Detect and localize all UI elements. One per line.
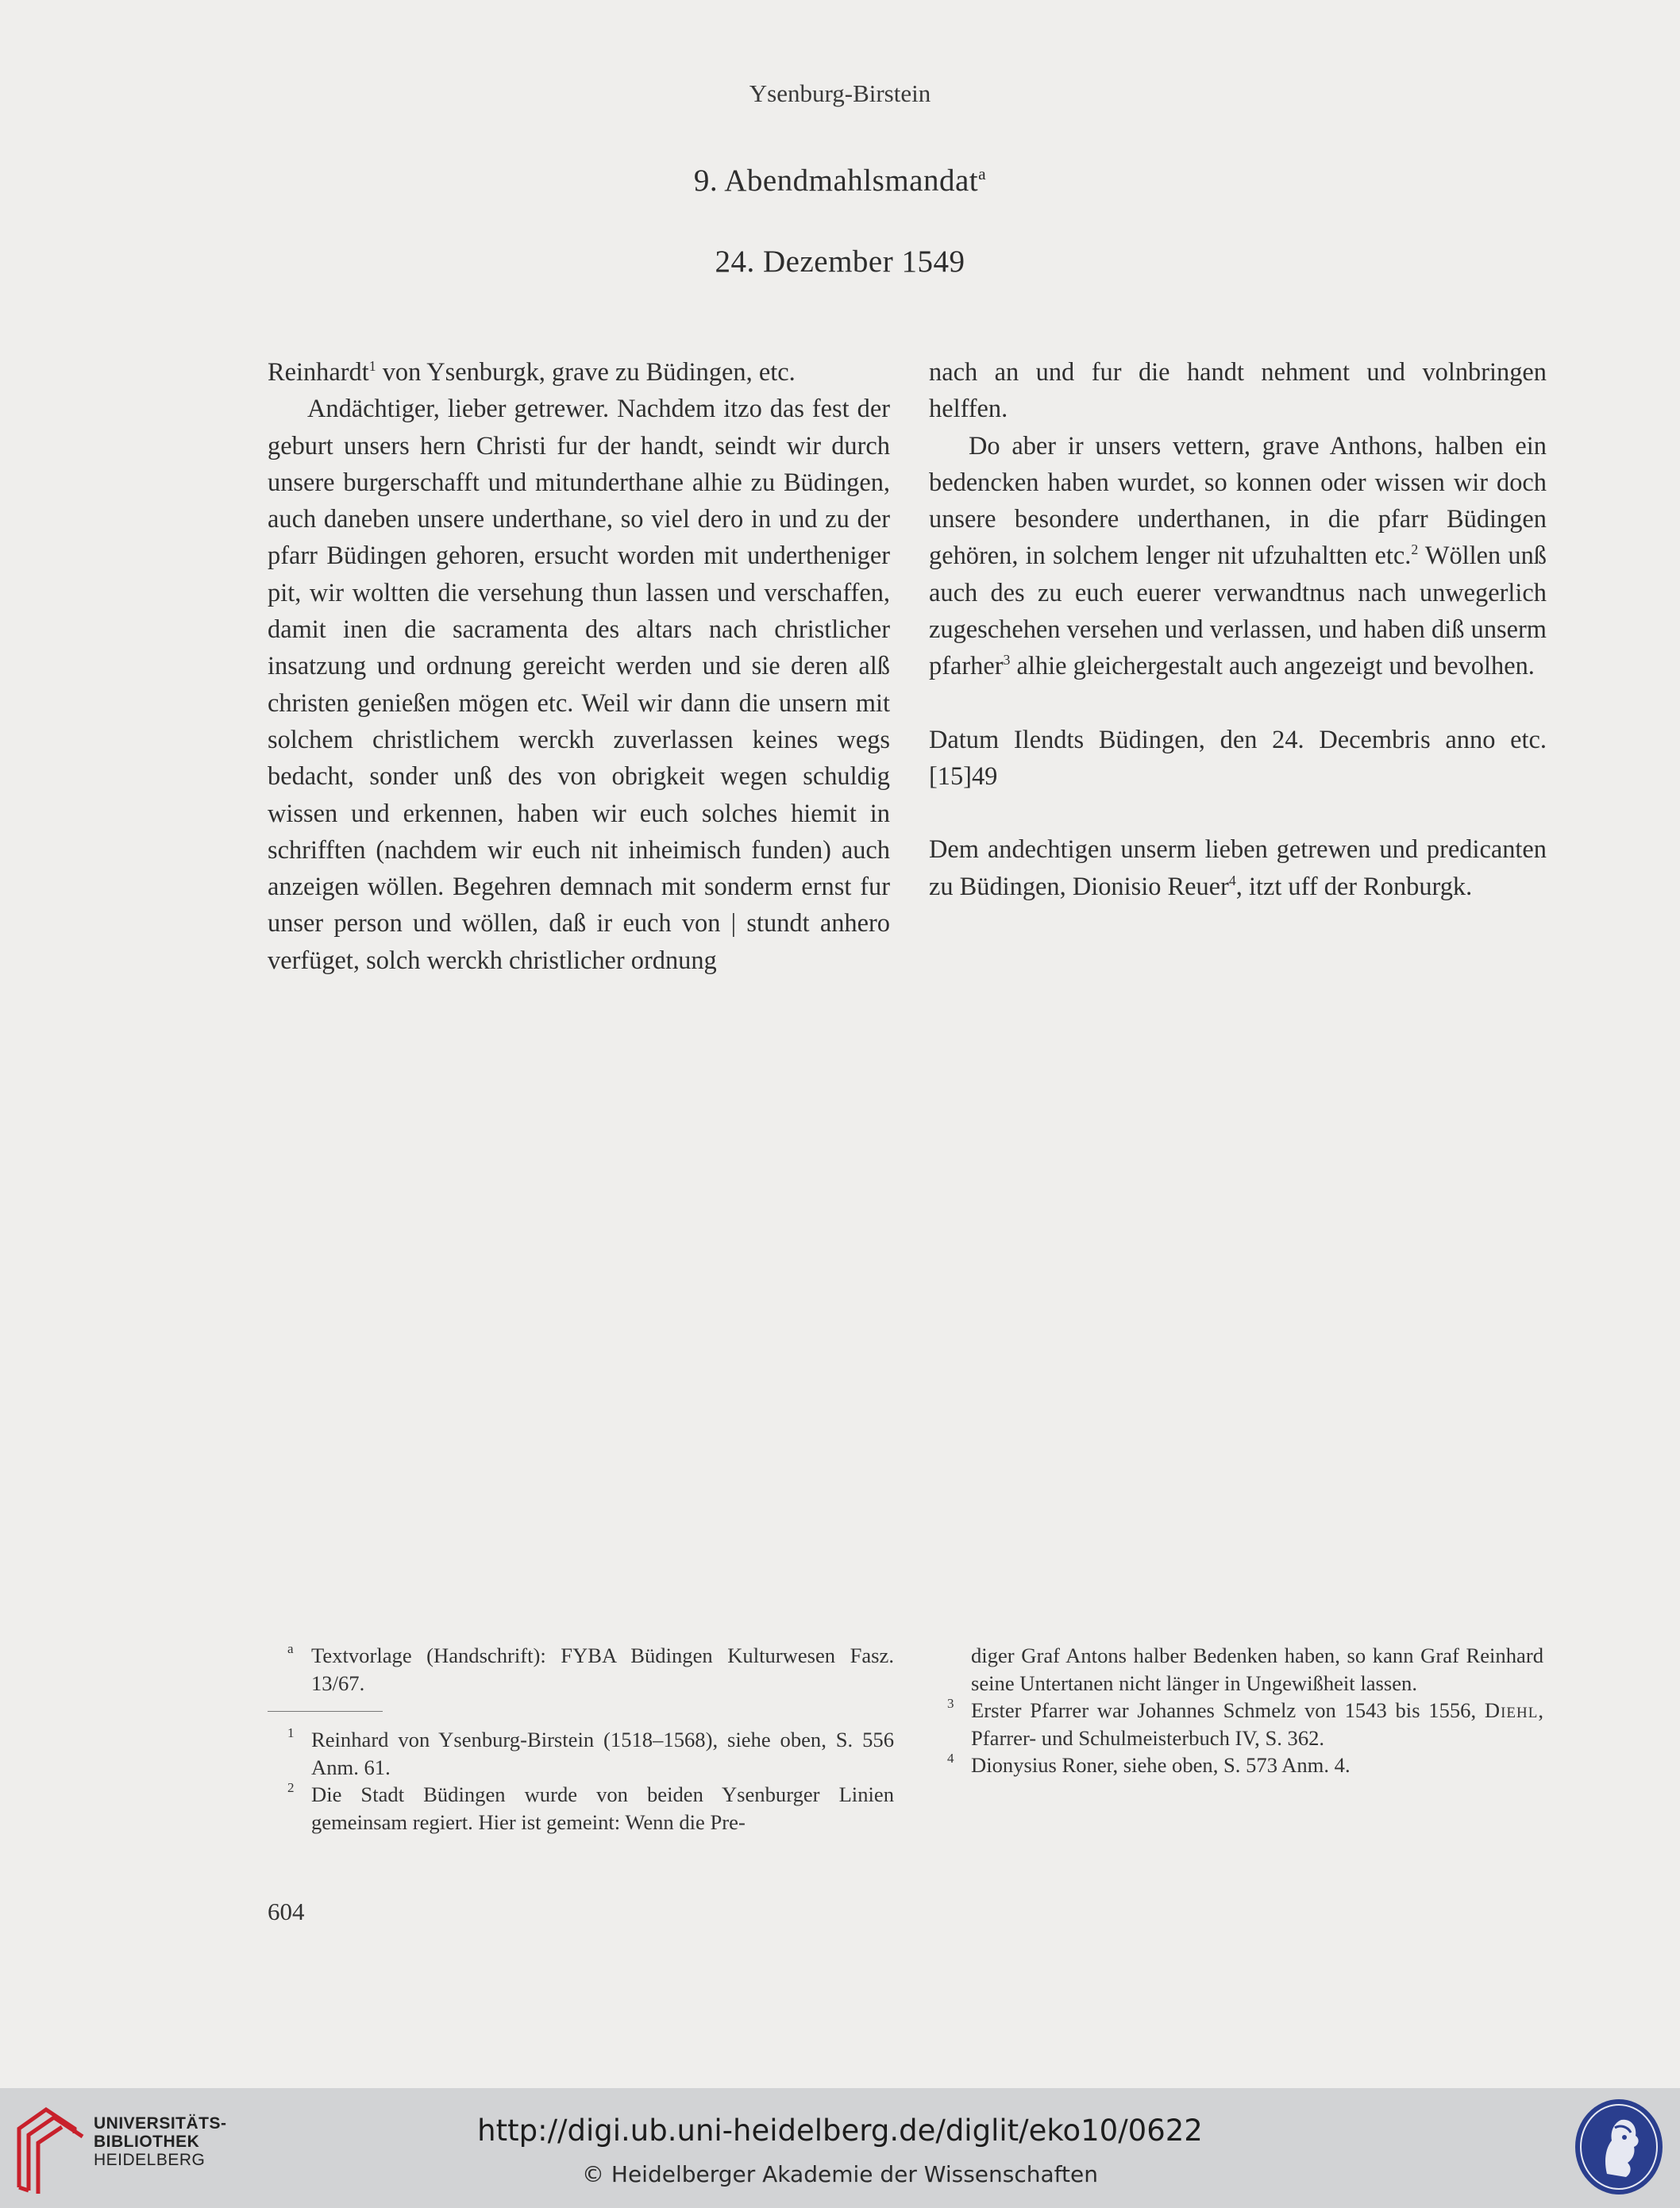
footnote-2-part-1: 2 Die Stadt Büdingen wurde von beiden Ysenburger Linien gemeinsam regiert. Hier ist gemeint: Wenn die Pre- xyxy=(287,1780,894,1834)
library-name: UNIVERSITÄTS- BIBLIOTHEK HEIDELBERG xyxy=(94,2114,227,2169)
author-name-smallcaps: Diehl xyxy=(1484,1698,1539,1723)
footer-copyright: © Heidelberger Akademie der Wissenschaften xyxy=(581,2161,1098,2187)
footnotes-left xyxy=(287,1642,894,1836)
footnote-4: 4 Dionysius Roner, siehe oben, S. 573 Anm. 4. xyxy=(947,1751,1351,1778)
left-paragraph-2: Andächtiger, lieber getrewer. Nachdem itzo das fest der geburt unsers hern Christi fur der handt, seindt wir durch unsere burgerschafft und mitunderthane alhie zu Büdingen, auch daneben unsere underthane, so viel dero in und zu der pfarr Büdingen gehoren, ersucht worden mit undertheniger pit, wir woltten die versehung thun lassen und verschaffen, damit inen die sacramenta des altars nach christlicher insatzung und ordnung gereicht werden und sie deren alß christen genießen mögen etc. Weil wir dann die unsern mit solchem christlichem werckh zuverlassen keines wegs bedacht, sonder unß des von obrigkeit wegen schuldig wissen und erkennen, haben wir euch solches hiemit in schrifften (nachdem wir euch nit inheimisch funden) auch anzeigen wöllen. Begehren demnach mit sonderm ernst fur unser person und wöllen, daß ir euch von | stundt anhero verfüget, solch werckh christlicher ordnung xyxy=(268,395,890,975)
title-text: 9. Abendmahlsmandat xyxy=(693,164,979,198)
footer-bar xyxy=(0,2088,1680,2208)
right-paragraph-address: Dem andechtigen unserm lieben getrewen und predicanten zu Büdingen, Dionisio Reuer$^4$, itzt uff der Ronburgk. xyxy=(929,835,1547,901)
running-head: Ysenburg-Birstein xyxy=(749,79,931,107)
footnotes-right xyxy=(947,1642,1543,1779)
right-paragraph-dating: Datum Ilendts Büdingen, den 24. Decembris anno etc. [15]49 xyxy=(929,725,1547,791)
left-column xyxy=(268,354,890,979)
footnote-a: a Textvorlage (Handschrift): FYBA Büdingen Kulturwesen Fasz. 13/67. xyxy=(287,1641,894,1695)
footnote-marker-3: 3 xyxy=(1003,652,1011,669)
page-number: 604 xyxy=(268,1898,305,1925)
right-column xyxy=(929,354,1547,905)
document-date: 24. Dezember 1549 xyxy=(715,245,965,279)
document-title xyxy=(0,163,1680,198)
footnote-marker-2: 2 xyxy=(1411,541,1419,558)
footnote-2-part-2: diger Graf Antons halber Bedenken haben, so kann Graf Reinhard seine Untertanen nicht länger in Ungewißheit lassen. xyxy=(971,1643,1543,1695)
footer-url-link[interactable]: http://digi.ub.uni-heidelberg.de/diglit/eko10/0622 xyxy=(477,2114,1203,2148)
academy-seal-icon[interactable] xyxy=(1572,2096,1666,2198)
footnote-marker-4: 4 xyxy=(1228,872,1236,888)
footnote-1: 1 Reinhard von Ysenburg-Birstein (1518–1568), siehe oben, S. 556 Anm. 61. xyxy=(287,1725,894,1779)
footnote-marker-1: 1 xyxy=(368,358,376,375)
right-paragraph-2: Do aber ir unsers vettern, grave Anthons, halben ein bedencken haben wurdet, so konnen oder wissen wir doch unsere besondere underthanen, in die pfarr Büdingen gehören, in solchem lenger nit ufzuhaltten etc.$^2$ Wöllen unß auch des zu euch euerer verwandtnus nach unwegerlich zugeschehen versehen und verlassen, und haben diß unserm pfarher$^3$ alhie gleichergestalt auch angezeigt und bevolhen. xyxy=(929,431,1547,681)
footnote-separator xyxy=(268,1711,383,1712)
left-paragraph-1: Reinhardt$^1$ von Ysenburgk, grave zu Büdingen, etc. xyxy=(268,358,796,387)
footnote-3: 3 Erster Pfarrer war Johannes Schmelz von 1543 bis 1556, Diehl, Pfarrer- und Schulmeisterbuch IV, S. 362. xyxy=(947,1696,1543,1750)
footnote-marker-a: a xyxy=(978,164,987,183)
right-paragraph-1: nach an und fur die handt nehment und volnbringen helffen. xyxy=(929,358,1547,424)
